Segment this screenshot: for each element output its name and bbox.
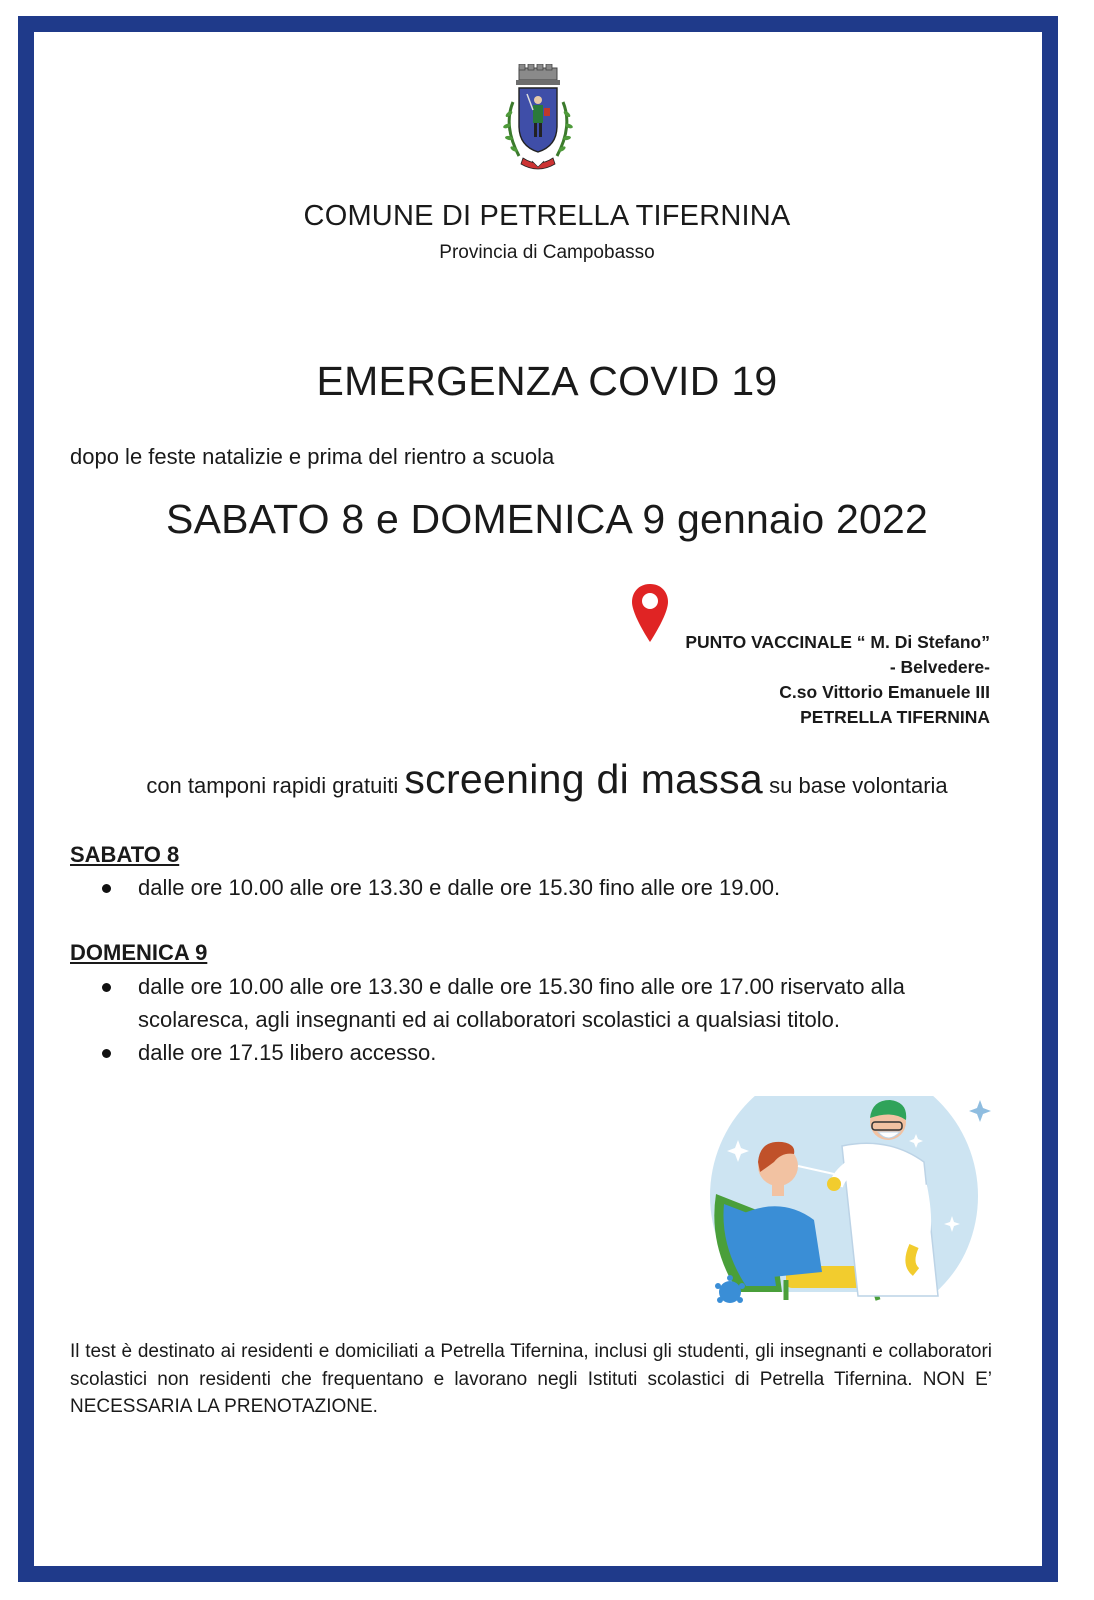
municipality-name: COMUNE DI PETRELLA TIFERNINA [303, 200, 791, 232]
location-pin-icon [630, 582, 670, 644]
saturday-schedule-list [100, 871, 1000, 904]
venue-street: C.so Vittorio Emanuele III [779, 682, 990, 702]
venue-area: - Belvedere- [889, 657, 990, 677]
province-name: Provincia di Campobasso [439, 242, 655, 263]
event-dates: SABATO 8 e DOMENICA 9 gennaio 2022 [166, 496, 928, 542]
list-item: dalle ore 10.00 alle ore 13.30 e dalle ore 15.30 fino alle ore 19.00. [100, 871, 1000, 904]
screening-suffix: su base volontaria [769, 773, 948, 798]
screening-line [0, 756, 1094, 803]
intro-text: dopo le feste natalizie e prima del rientro a scuola [70, 444, 555, 469]
screening-highlight: screening di massa [404, 756, 763, 802]
sunday-heading: DOMENICA 9 [70, 940, 208, 965]
eligibility-note: Il test è destinato ai residenti e domiciliati a Petrella Tifernina, inclusi gli studenti, gli insegnanti e collaboratori scolastici non residenti che frequentano e lavorano negli Istituti scolastici di Petrella Tifernina. NON E’ NECESSARIA LA PRENOTAZIONE. [70, 1341, 992, 1417]
list-item: dalle ore 17.15 libero accesso. [100, 1036, 990, 1069]
list-item: dalle ore 10.00 alle ore 13.30 e dalle ore 15.30 fino alle ore 17.00 riservato alla scolaresca, agli insegnanti ed ai collaboratori scolastici a qualsiasi titolo. [100, 970, 990, 1036]
covid-swab-test-illustration [702, 1096, 994, 1308]
venue-name: PUNTO VACCINALE “ M. Di Stefano” [685, 632, 990, 652]
municipal-coat-of-arms-icon [497, 64, 579, 176]
saturday-heading: SABATO 8 [70, 842, 180, 867]
screening-prefix: con tamponi rapidi gratuiti [146, 773, 399, 798]
venue-town: PETRELLA TIFERNINA [800, 707, 990, 727]
headline: EMERGENZA COVID 19 [316, 358, 778, 404]
sunday-schedule-list [100, 970, 990, 1069]
venue-address [685, 630, 990, 730]
